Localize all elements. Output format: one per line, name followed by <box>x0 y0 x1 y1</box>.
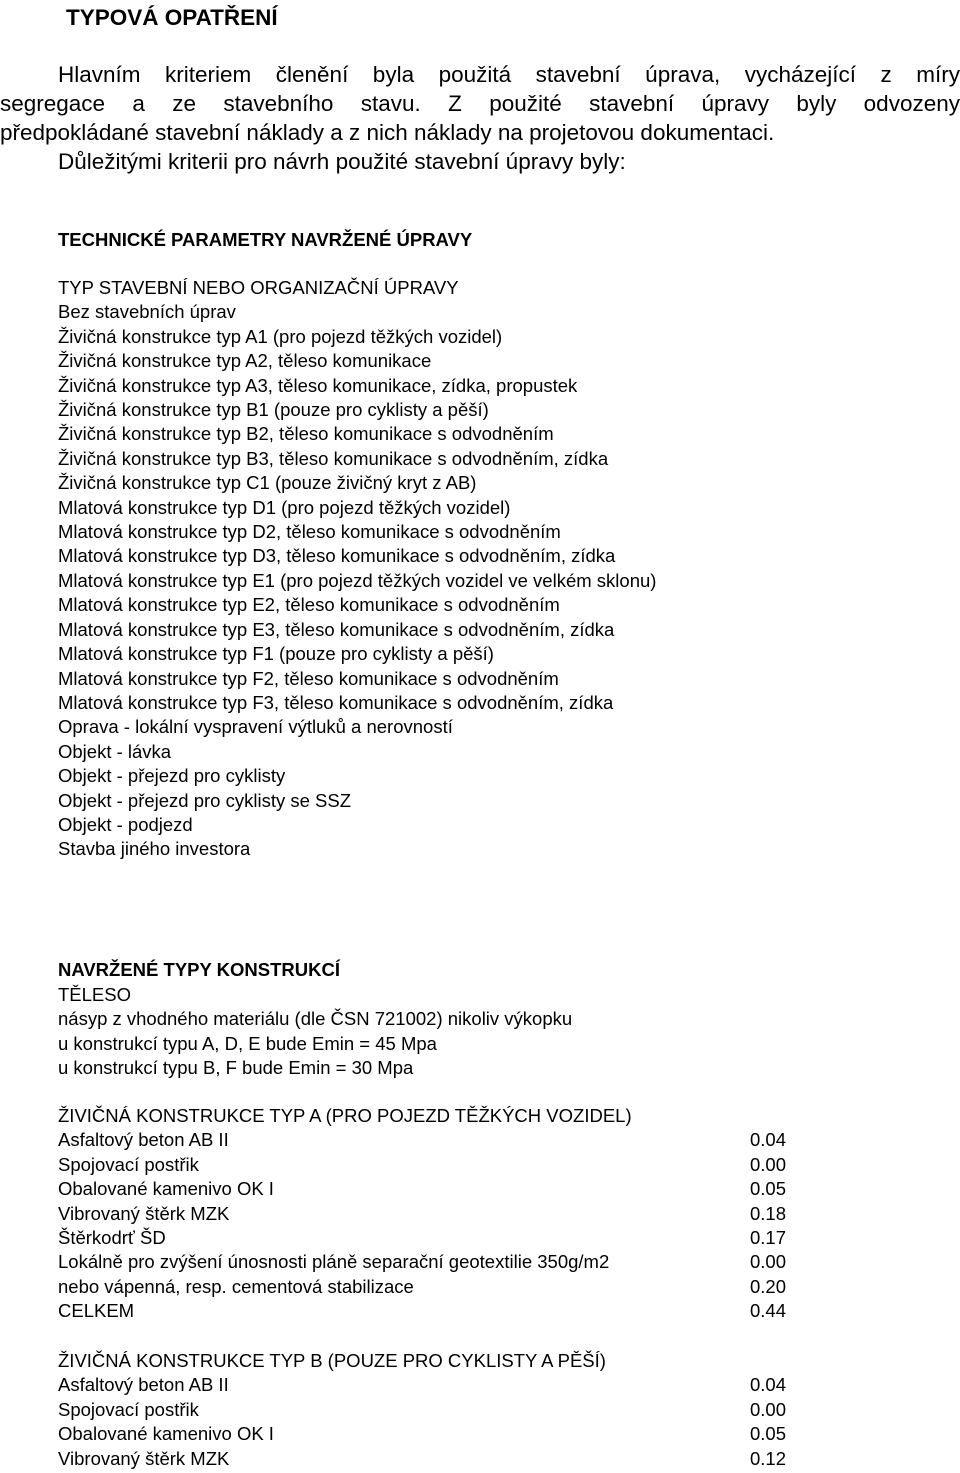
construction-b-heading: ŽIVIČNÁ KONSTRUKCE TYP B (POUZE PRO CYKLISTY A PĚŠÍ) <box>58 1350 606 1371</box>
layer-thickness: 0.12 <box>750 1447 787 1469</box>
body-line: násyp z vhodného materiálu (dle ČSN 721002) nikoliv výkopku <box>58 1008 573 1030</box>
list-item: Živičná konstrukce typ B1 (pouze pro cyklisty a pěší) <box>58 399 489 421</box>
layer-name: Lokálně pro zvýšení únosnosti pláně separační geotextilie 350g/m2 <box>58 1251 610 1273</box>
layer-name: Obalované kamenivo OK I <box>58 1178 274 1200</box>
layer-name: Vibrovaný štěrk MZK <box>58 1202 230 1224</box>
intro-line: Důležitými kriterii pro návrh použité stavební úpravy byly: <box>58 149 626 174</box>
construction-types-heading: NAVRŽENÉ TYPY KONSTRUKCÍ <box>58 959 340 980</box>
table-row <box>58 1299 818 1323</box>
list-item: Objekt - lávka <box>58 740 172 762</box>
list-item: Oprava - lokální vyspravení výtluků a nerovností <box>58 716 453 738</box>
table-row <box>58 1398 818 1422</box>
table-row <box>58 1275 818 1299</box>
list-item: Živičná konstrukce typ C1 (pouze živičný kryt z AB) <box>58 472 477 494</box>
layer-thickness: 0.04 <box>750 1374 787 1396</box>
construction-a-heading: ŽIVIČNÁ KONSTRUKCE TYP A (PRO POJEZD TĚŽKÝCH VOZIDEL) <box>58 1105 632 1126</box>
intro-line: Hlavním kriteriem členění byla použitá stavební úprava, vycházející z míry <box>58 62 960 87</box>
list-item: Mlatová konstrukce typ F1 (pouze pro cyklisty a pěší) <box>58 643 494 665</box>
table-row <box>58 1128 818 1152</box>
body-line: u konstrukcí typu B, F bude Emin = 30 Mpa <box>58 1057 414 1079</box>
table-row <box>58 1373 818 1397</box>
layer-thickness: 0.44 <box>750 1300 787 1322</box>
table-row <box>58 1250 818 1274</box>
layer-thickness: 0.00 <box>750 1398 787 1420</box>
technical-parameters-heading: TECHNICKÉ PARAMETRY NAVRŽENÉ ÚPRAVY <box>58 229 473 250</box>
layer-thickness: 0.20 <box>750 1275 787 1297</box>
layer-thickness: 0.18 <box>750 1202 787 1224</box>
list-item: TYP STAVEBNÍ NEBO ORGANIZAČNÍ ÚPRAVY <box>58 277 459 298</box>
construction-a-section <box>58 1104 818 1324</box>
layer-thickness: 0.04 <box>750 1129 787 1151</box>
list-item: Mlatová konstrukce typ E3, těleso komunikace s odvodněním, zídka <box>58 618 615 640</box>
list-item: Mlatová konstrukce typ E1 (pro pojezd těžkých vozidel ve velkém sklonu) <box>58 569 657 591</box>
list-item: Živičná konstrukce typ A3, těleso komunikace, zídka, propustek <box>58 374 578 396</box>
list-item: Mlatová konstrukce typ D1 (pro pojezd těžkých vozidel) <box>58 496 511 518</box>
layer-thickness: 0.05 <box>750 1423 787 1445</box>
table-row <box>58 1177 818 1201</box>
table-row <box>58 1153 818 1177</box>
list-item: Živičná konstrukce typ B3, těleso komunikace s odvodněním, zídka <box>58 447 609 469</box>
list-item: Živičná konstrukce typ A2, těleso komunikace <box>58 350 432 372</box>
intro-line: segregace a ze stavebního stavu. Z použité stavební úpravy byly odvozeny <box>0 91 960 116</box>
layer-name: Spojovací postřik <box>58 1398 199 1420</box>
body-line: u konstrukcí typu A, D, E bude Emin = 45 Mpa <box>58 1032 437 1054</box>
technical-parameters-list <box>58 276 656 862</box>
intro-paragraph <box>0 60 960 176</box>
list-item: Bez stavebních úprav <box>58 301 236 323</box>
list-item: Objekt - podjezd <box>58 813 193 835</box>
layer-thickness: 0.00 <box>750 1251 787 1273</box>
layer-thickness: 0.17 <box>750 1227 787 1249</box>
table-row <box>58 1226 818 1250</box>
list-item: Stavba jiného investora <box>58 838 251 860</box>
body-section <box>58 983 818 1081</box>
layer-name: Asfaltový beton AB II <box>58 1129 229 1151</box>
list-item: Mlatová konstrukce typ D3, těleso komunikace s odvodněním, zídka <box>58 545 616 567</box>
list-item: Mlatová konstrukce typ F3, těleso komunikace s odvodněním, zídka <box>58 691 614 713</box>
body-line: TĚLESO <box>58 984 131 1005</box>
list-item: Živičná konstrukce typ B2, těleso komunikace s odvodněním <box>58 423 554 445</box>
layer-name: Obalované kamenivo OK I <box>58 1423 274 1445</box>
list-item: Objekt - přejezd pro cyklisty <box>58 765 286 787</box>
layer-name: Asfaltový beton AB II <box>58 1374 229 1396</box>
layer-name: Spojovací postřik <box>58 1153 199 1175</box>
layer-name: CELKEM <box>58 1300 135 1322</box>
table-row <box>58 1447 818 1471</box>
list-item: Objekt - přejezd pro cyklisty se SSZ <box>58 789 352 811</box>
list-item: Mlatová konstrukce typ F2, těleso komunikace s odvodněním <box>58 667 559 689</box>
layer-thickness: 0.00 <box>750 1153 787 1175</box>
table-row <box>58 1202 818 1226</box>
layer-name: Vibrovaný štěrk MZK <box>58 1447 230 1469</box>
page-title: TYPOVÁ OPATŘENÍ <box>66 5 278 30</box>
list-item: Živičná konstrukce typ A1 (pro pojezd těžkých vozidel) <box>58 325 503 347</box>
layer-name: nebo vápenná, resp. cementová stabilizace <box>58 1275 414 1297</box>
construction-b-section <box>58 1349 818 1471</box>
table-row <box>58 1422 818 1446</box>
list-item: Mlatová konstrukce typ D2, těleso komunikace s odvodněním <box>58 521 561 543</box>
intro-line: předpokládané stavební náklady a z nich náklady na projetovou dokumentaci. <box>0 120 775 145</box>
list-item: Mlatová konstrukce typ E2, těleso komunikace s odvodněním <box>58 594 560 616</box>
layer-name: Štěrkodrť ŠD <box>58 1227 166 1249</box>
layer-thickness: 0.05 <box>750 1178 787 1200</box>
